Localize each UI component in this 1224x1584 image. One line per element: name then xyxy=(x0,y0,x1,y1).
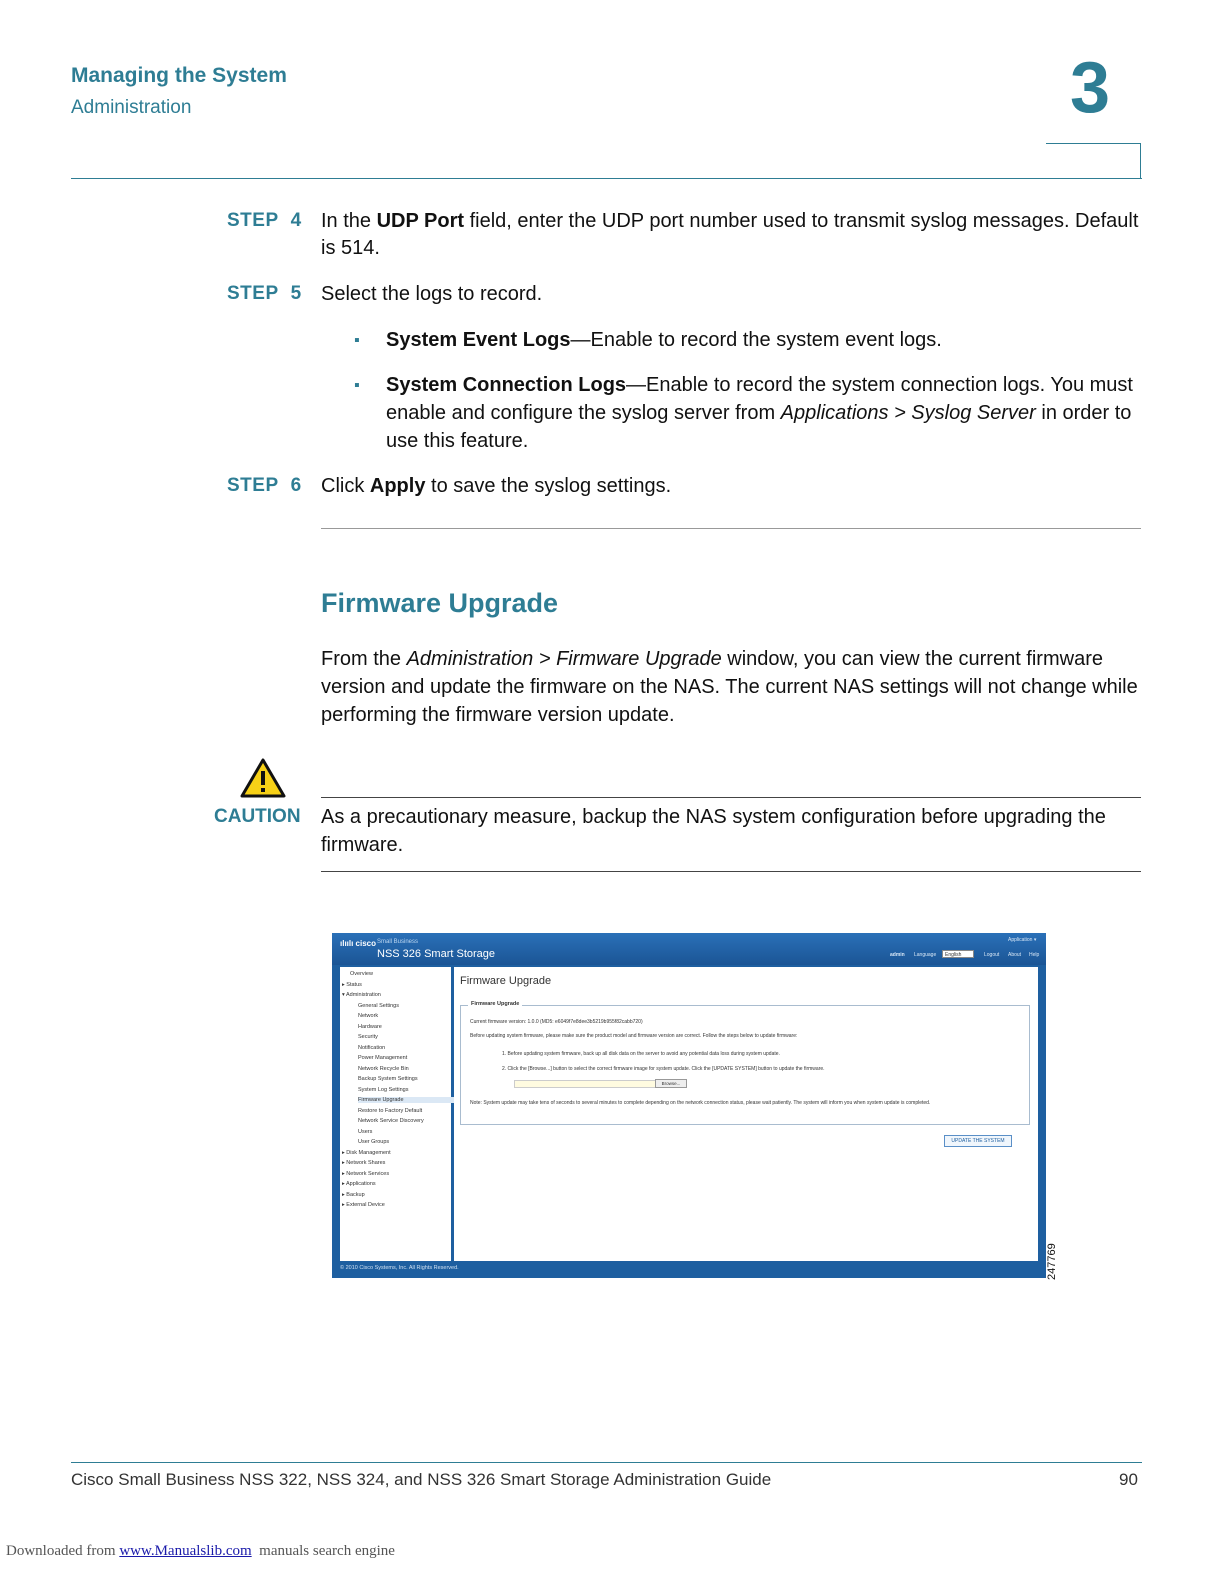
bullet-system-event-logs: System Event Logs—Enable to record the system event logs. xyxy=(386,329,942,351)
caution-label: CAUTION xyxy=(214,806,301,827)
copyright-text: © 2010 Cisco Systems, Inc. All Rights Reserved. xyxy=(340,1265,459,1271)
sidebar-item[interactable]: Firmware Upgrade xyxy=(358,1097,454,1103)
chapter-tab-box xyxy=(1046,143,1141,178)
sidebar-item[interactable]: Restore to Factory Default xyxy=(358,1107,423,1114)
update-system-button[interactable]: UPDATE THE SYSTEM xyxy=(944,1135,1012,1147)
sidebar-item[interactable]: ▸ External Device xyxy=(342,1202,385,1208)
step-5-text: Select the logs to record. xyxy=(321,283,543,305)
before-update-text: Before updating system firmware, please make sure the product model and firmware version are correct. Follow the steps below to update firmware: xyxy=(470,1033,798,1039)
current-version-text: Current firmware version: 1.0.0 (MD5: e6049f7e8dee3b5219b955f82cabb720) xyxy=(470,1019,643,1025)
sidebar-item[interactable]: General Settings xyxy=(358,1002,399,1009)
download-notice: Downloaded from www.Manualslib.com manuals search engine xyxy=(6,1543,395,1559)
guide-title: Cisco Small Business NSS 322, NSS 324, and NSS 326 Smart Storage Administration Guide xyxy=(71,1470,772,1489)
sidebar-item[interactable]: Network Recycle Bin xyxy=(358,1065,409,1072)
main-panel xyxy=(454,967,1038,1261)
chapter-title: Managing the System xyxy=(71,64,287,87)
sidebar-item[interactable]: Overview xyxy=(350,971,373,977)
app-header-bar xyxy=(332,933,1046,965)
update-note: Note: System update may take tens of seconds to several minutes to complete depending on the network connection status, please wait patiently. The system will inform you when system update is completed. xyxy=(470,1100,931,1106)
caution-bottom-rule xyxy=(321,871,1141,872)
sidebar-item[interactable]: User Groups xyxy=(358,1139,390,1145)
sidebar-item[interactable]: ▸ Status xyxy=(342,981,362,988)
small-business-label: Small Business xyxy=(377,939,419,945)
about-link[interactable]: About xyxy=(1008,952,1022,958)
section-divider xyxy=(321,528,1141,529)
step-4-text: In the UDP Port field, enter the UDP port number used to transmit syslog messages. Default is 514. xyxy=(321,210,1139,259)
bullet-marker: ▪ xyxy=(354,332,360,349)
section-title: Administration xyxy=(71,97,192,118)
firmware-upgrade-screenshot xyxy=(332,933,1046,1278)
firmware-intro: From the Administration > Firmware Upgrade window, you can view the current firmware version and update the firmware on the NAS. The current NAS settings will not change while performing the firmware version update. xyxy=(321,648,1138,726)
sidebar-item[interactable]: ▸ Network Services xyxy=(342,1170,390,1177)
sidebar-item[interactable]: Users xyxy=(358,1128,373,1135)
sidebar-item[interactable]: System Log Settings xyxy=(358,1086,409,1093)
figure-number: 247769 xyxy=(1046,1243,1058,1280)
sidebar-item[interactable]: Network Service Discovery xyxy=(358,1118,424,1124)
caution-text: As a precautionary measure, backup the NAS system configuration before upgrading the firmware. xyxy=(321,806,1106,856)
sidebar-item[interactable]: Network xyxy=(358,1013,379,1019)
sidebar-item[interactable]: Backup System Settings xyxy=(358,1076,418,1082)
user-name: admin xyxy=(890,952,905,958)
page-number: 90 xyxy=(1119,1470,1138,1489)
firmware-file-input[interactable] xyxy=(514,1080,656,1088)
sidebar-item[interactable]: Power Management xyxy=(358,1055,408,1061)
sidebar-item[interactable]: ▸ Applications xyxy=(342,1181,376,1187)
sidebar-item[interactable]: Security xyxy=(358,1034,378,1040)
language-label: Language xyxy=(914,952,937,958)
sidebar-item[interactable]: ▸ Network Shares xyxy=(342,1160,386,1166)
sidebar-item[interactable]: Notification xyxy=(358,1044,386,1051)
step-6-text: Click Apply to save the syslog settings. xyxy=(321,475,672,497)
sidebar-nav xyxy=(340,967,451,1261)
language-select[interactable]: English xyxy=(942,950,974,958)
browse-button[interactable]: Browse... xyxy=(655,1079,687,1088)
sidebar-item[interactable]: ▾ Administration xyxy=(342,992,381,998)
step-4-label: STEP 4 xyxy=(227,210,302,231)
step-6-label: STEP 6 xyxy=(227,475,302,496)
sidebar-item[interactable]: ▸ Disk Management xyxy=(342,1149,391,1156)
header-rule xyxy=(71,178,1142,179)
fieldset-legend: Firmware Upgrade xyxy=(468,1001,522,1007)
instruction-step-2: 2. Click the [Browse...] button to select the correct firmware image for system update. Click the [UPDATE SYSTEM] button to update the firmware. xyxy=(502,1066,825,1072)
chapter-number: 3 xyxy=(1070,48,1111,128)
warning-icon xyxy=(240,758,286,798)
bullet-system-connection-logs: System Connection Logs—Enable to record the system connection logs. You must enable and configure the syslog server from Applications > Syslog Server in order to use this feature. xyxy=(386,374,1133,452)
logout-link[interactable]: Logout xyxy=(984,952,1000,958)
section-heading: Firmware Upgrade xyxy=(321,588,559,618)
sidebar-item[interactable]: ▸ Backup xyxy=(342,1191,365,1198)
main-title: Firmware Upgrade xyxy=(460,975,552,987)
step-5-label: STEP 5 xyxy=(227,283,302,304)
product-name: NSS 326 Smart Storage xyxy=(377,948,496,960)
caution-top-rule xyxy=(321,797,1141,798)
footer-rule xyxy=(71,1462,1142,1463)
help-link[interactable]: Help xyxy=(1029,952,1040,958)
cisco-logo: ılıılı cisco xyxy=(340,939,377,948)
manualslib-link[interactable]: www.Manualslib.com xyxy=(119,1543,252,1559)
bullet-marker: ▪ xyxy=(354,377,360,394)
application-menu[interactable]: Application ▾ xyxy=(1008,937,1037,943)
instruction-step-1: 1. Before updating system firmware, back up all disk data on the server to avoid any potential data loss during system update. xyxy=(502,1051,780,1057)
sidebar-item[interactable]: Hardware xyxy=(358,1023,382,1030)
